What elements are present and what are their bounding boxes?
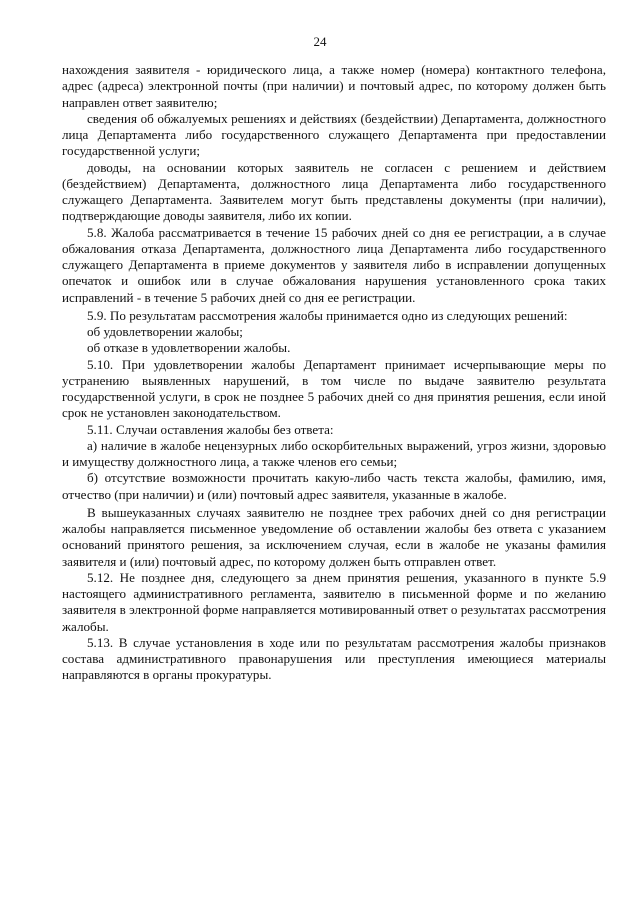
paragraph-5-11-b: б) отсутствие возможности прочитать какую-либо часть текста жалобы, фамилию, имя, отчество (при наличии) и (или) почтовый адрес заявителя, указанные в жалобе. xyxy=(62,470,606,502)
paragraph-5-8: 5.8. Жалоба рассматривается в течение 15 рабочих дней со дня ее регистрации, а в случае обжалования отказа Департамента, должностного лица Департамента либо государственного служащего Департамента в приеме документов у заявителя либо в исправлении допущенных опечаток и ошибок или в случае обжалования нарушения установленного срока таких исправлений - в течение 5 рабочих дней со дня ее регистрации. xyxy=(62,224,606,305)
paragraph-satisfy-complaint: об удовлетворении жалобы; xyxy=(87,324,243,339)
paragraph-5-11: 5.11. Случаи оставления жалобы без ответа: xyxy=(87,421,334,437)
paragraph-refuse-complaint: об отказе в удовлетворении жалобы. xyxy=(87,340,291,356)
paragraph-5-9: 5.9. По результатам рассмотрения жалобы принимается одно из следующих решений: xyxy=(87,307,568,323)
paragraph-5-13: 5.13. В случае установления в ходе или по результатам рассмотрения жалобы признаков состава административного правонарушения или преступления имеющиеся материалы направляются в органы прокуратуры. xyxy=(62,634,606,683)
paragraph-notification: В вышеуказанных случаях заявителю не позднее трех рабочих дней со дня регистрации жалобы направляется письменное уведомление об оставлении жалобы без ответа с указанием оснований принятого решения, за исключением случая, если в жалобе не указаны фамилия заявителя и (или) почтовый адрес, по которому должен быть отправлен ответ. xyxy=(62,504,606,569)
document-body xyxy=(62,62,606,684)
paragraph-5-12: 5.12. Не позднее дня, следующего за днем принятия решения, указанного в пункте 5.9 настоящего административного регламента, заявителю в письменной форме и по желанию заявителя в электронной форме направляется мотивированный ответ о результатах рассмотрения жалобы. xyxy=(62,569,606,634)
paragraph-arguments: доводы, на основании которых заявитель не согласен с решением и действием (бездействием) Департамента, должностного лица Департамента либо государственного служащего Департамента. Заявителем могут быть представлены документы (при наличии), подтверждающие доводы заявителя, либо их копии. xyxy=(62,159,606,224)
paragraph-contact-details: нахождения заявителя - юридического лица, а также номер (номера) контактного телефона, адрес (адреса) электронной почты (при наличии) и почтовый адрес, по которому должен быть направлен ответ заявителю; xyxy=(62,62,606,110)
paragraph-5-10: 5.10. При удовлетворении жалобы Департамент принимает исчерпывающие меры по устранению выявленных нарушений, в том числе по выдаче заявителю результата государственной услуги, в срок не позднее 5 рабочих дней со дня принятия решения, если иной срок не установлен законодательством. xyxy=(62,356,606,421)
paragraph-appealed-decisions: сведения об обжалуемых решениях и действиях (бездействии) Департамента, должностного лица Департамента либо государственного служащего Департамента при предоставлении государственной услуги; xyxy=(62,110,606,159)
page-number: 24 xyxy=(313,34,327,49)
paragraph-5-11-a: а) наличие в жалобе нецензурных либо оскорбительных выражений, угроз жизни, здоровью и имуществу должностного лица, а также членов его семьи; xyxy=(62,437,606,469)
